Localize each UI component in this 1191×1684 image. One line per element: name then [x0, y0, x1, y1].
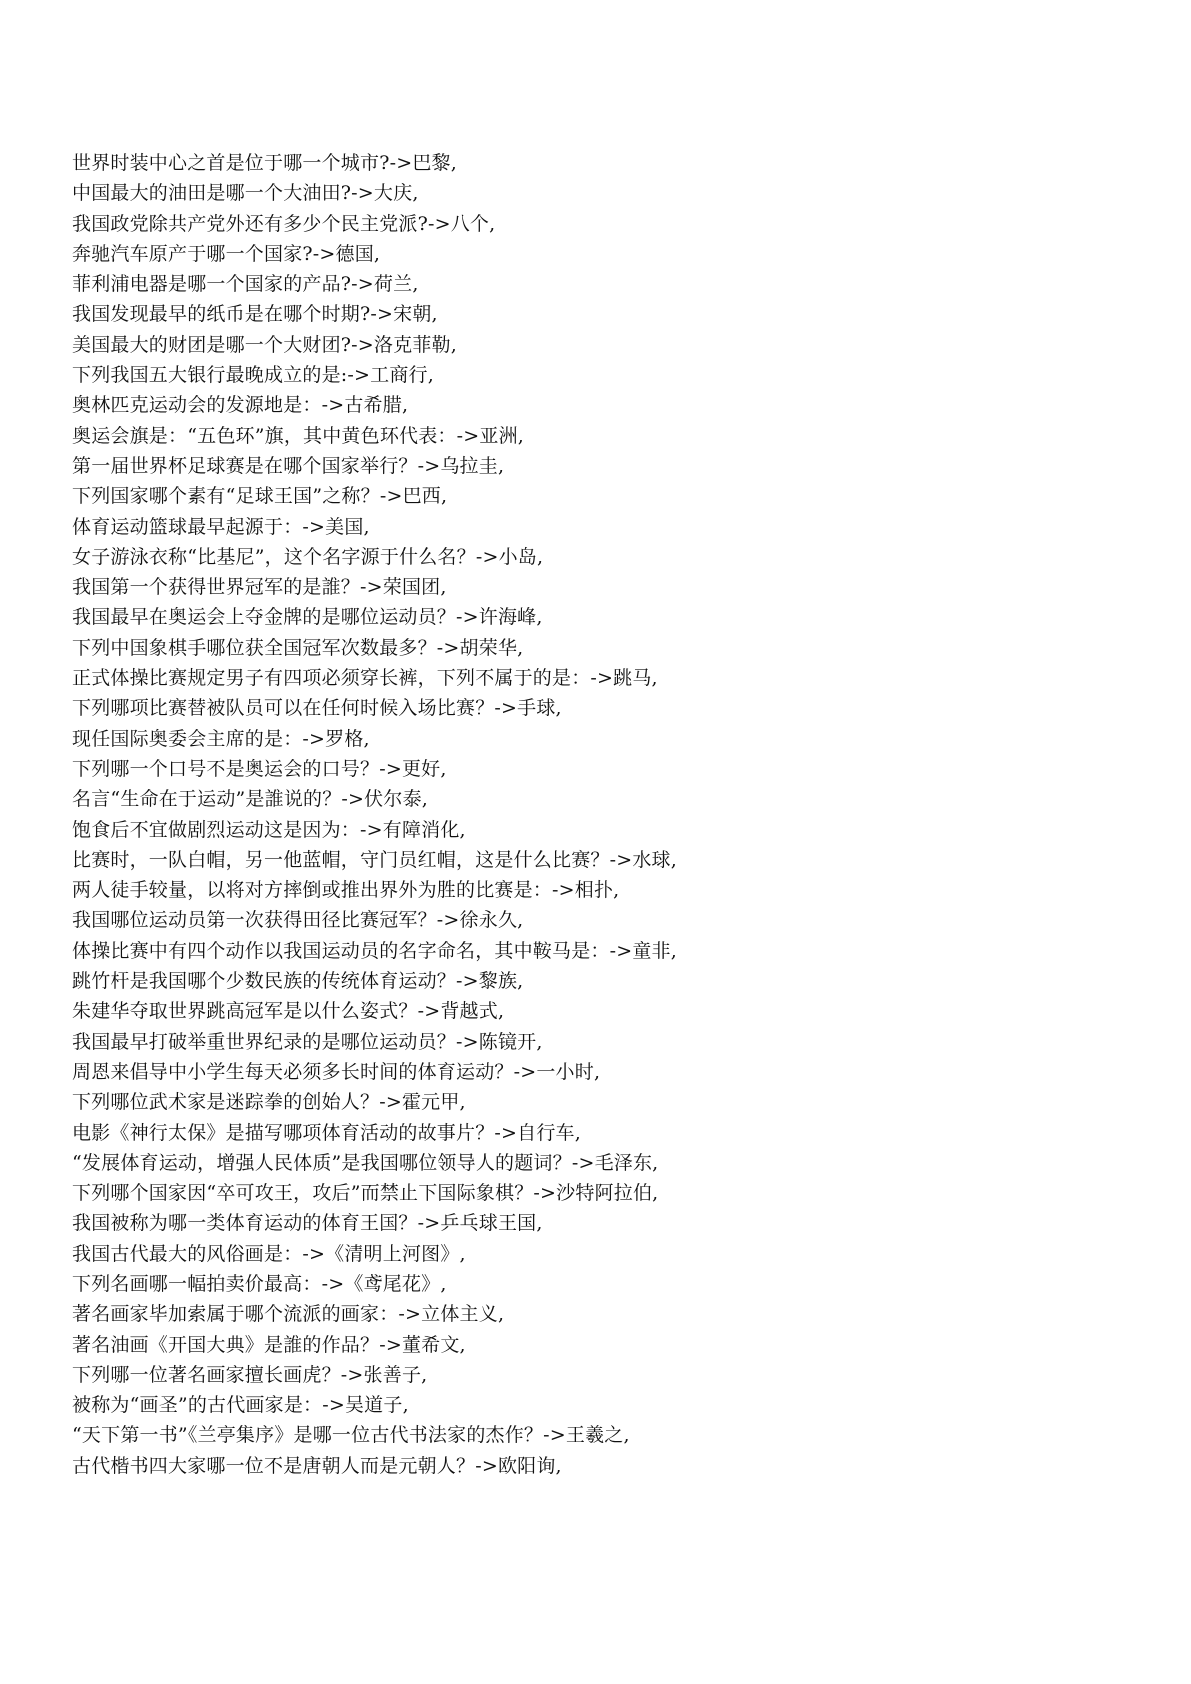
question-answer-line: 我国古代最大的风俗画是：->《清明上河图》, [72, 1242, 466, 1265]
question-answer-line: 下列哪一位著名画家擅长画虎？->张善子, [72, 1363, 428, 1386]
question-answer-line: 第一届世界杯足球赛是在哪个国家举行？->乌拉圭, [72, 454, 505, 477]
question-answer-line: 著名油画《开国大典》是誰的作品？->董希文, [72, 1333, 466, 1356]
question-answer-line: 下列哪一个口号不是奥运会的口号？->更好, [72, 757, 447, 780]
question-answer-line: 奥运会旗是：“五色环”旗，其中黄色环代表：->亚洲, [72, 424, 525, 447]
question-answer-line: 名言“生命在于运动”是誰说的？->伏尔泰, [72, 788, 429, 811]
question-answer-line: 下列名画哪一幅拍卖价最高：->《鸢尾花》, [72, 1272, 447, 1295]
question-answer-line: 美国最大的财团是哪一个大财团?->洛克菲勒, [72, 333, 457, 356]
question-answer-line: 体操比赛中有四个动作以我国运动员的名字命名，其中鞍马是：->童非, [72, 939, 677, 962]
question-answer-line: 现任国际奥委会主席的是：->罗格, [72, 727, 370, 750]
question-answer-line: 电影《神行太保》是描写哪项体育活动的故事片？->自行车, [72, 1121, 581, 1144]
question-answer-list [72, 148, 1132, 1481]
question-answer-line: 我国最早在奥运会上夺金牌的是哪位运动员？->许海峰, [72, 606, 543, 629]
question-answer-line: 两人徒手较量，以将对方摔倒或推出界外为胜的比赛是：->相扑, [72, 879, 620, 902]
question-answer-line: 饱食后不宜做剧烈运动这是因为：->有障消化, [72, 818, 466, 841]
question-answer-line: 著名画家毕加索属于哪个流派的画家：->立体主义, [72, 1303, 505, 1326]
question-answer-line: 中国最大的油田是哪一个大油田?->大庆, [72, 182, 419, 205]
question-answer-line: 下列哪位武术家是迷踪拳的创始人？->霍元甲, [72, 1091, 466, 1114]
question-answer-line: 奥林匹克运动会的发源地是：->古希腊, [72, 394, 409, 417]
question-answer-line: 奔驰汽车原产于哪一个国家?->德国, [72, 242, 381, 265]
question-answer-line: 跳竹杆是我国哪个少数民族的传统体育运动？->黎族, [72, 970, 524, 993]
question-answer-line: 被称为“画圣”的古代画家是：->吴道子, [72, 1394, 409, 1417]
question-answer-line: 下列哪个国家因“卒可攻王，攻后”而禁止下国际象棋？->沙特阿拉伯, [72, 1182, 659, 1205]
question-answer-line: 下列中国象棋手哪位获全国冠军次数最多？->胡荣华, [72, 636, 524, 659]
question-answer-line: 我国最早打破举重世界纪录的是哪位运动员？->陈镜开, [72, 1030, 543, 1053]
question-answer-line: 下列哪项比赛替被队员可以在任何时候入场比赛？->手球, [72, 697, 562, 720]
question-answer-line: 我国政党除共产党外还有多少个民主党派?->八个, [72, 212, 496, 235]
question-answer-line: 周恩来倡导中小学生每天必须多长时间的体育运动？->一小时, [72, 1060, 601, 1083]
question-answer-line: 世界时装中心之首是位于哪一个城市?->巴黎, [72, 152, 457, 174]
question-answer-line: “发展体育运动，增强人民体质”是我国哪位领导人的题词？->毛泽东, [72, 1151, 659, 1174]
question-answer-line: 我国第一个获得世界冠军的是誰？->荣国团, [72, 576, 447, 599]
question-answer-line: 体育运动篮球最早起源于：->美国, [72, 515, 370, 538]
question-answer-line: 我国哪位运动员第一次获得田径比赛冠军？->徐永久, [72, 909, 524, 932]
question-answer-line: “天下第一书”《兰亭集序》是哪一位古代书法家的杰作？->王羲之, [72, 1424, 630, 1447]
question-answer-line: 古代楷书四大家哪一位不是唐朝人而是元朝人？->欧阳询, [72, 1454, 562, 1477]
question-answer-line: 比赛时，一队白帽，另一他蓝帽，守门员红帽，这是什么比赛？->水球, [72, 848, 677, 871]
question-answer-line: 我国被称为哪一类体育运动的体育王国？->乒乓球王国, [72, 1212, 543, 1235]
question-answer-line: 下列我国五大银行最晚成立的是:->工商行, [72, 364, 434, 387]
question-answer-line: 女子游泳衣称“比基尼”，这个名字源于什么名？->小岛, [72, 545, 544, 568]
question-answer-line: 朱建华夺取世界跳高冠军是以什么姿式？->背越式, [72, 1000, 505, 1023]
question-answer-line: 我国发现最早的纸币是在哪个时期?->宋朝, [72, 303, 438, 326]
question-answer-line: 菲利浦电器是哪一个国家的产品?->荷兰, [72, 273, 419, 296]
question-answer-line: 正式体操比赛规定男子有四项必须穿长裤，下列不属于的是：->跳马, [72, 667, 658, 690]
question-answer-line: 下列国家哪个素有“足球王国”之称？->巴西, [72, 485, 448, 508]
